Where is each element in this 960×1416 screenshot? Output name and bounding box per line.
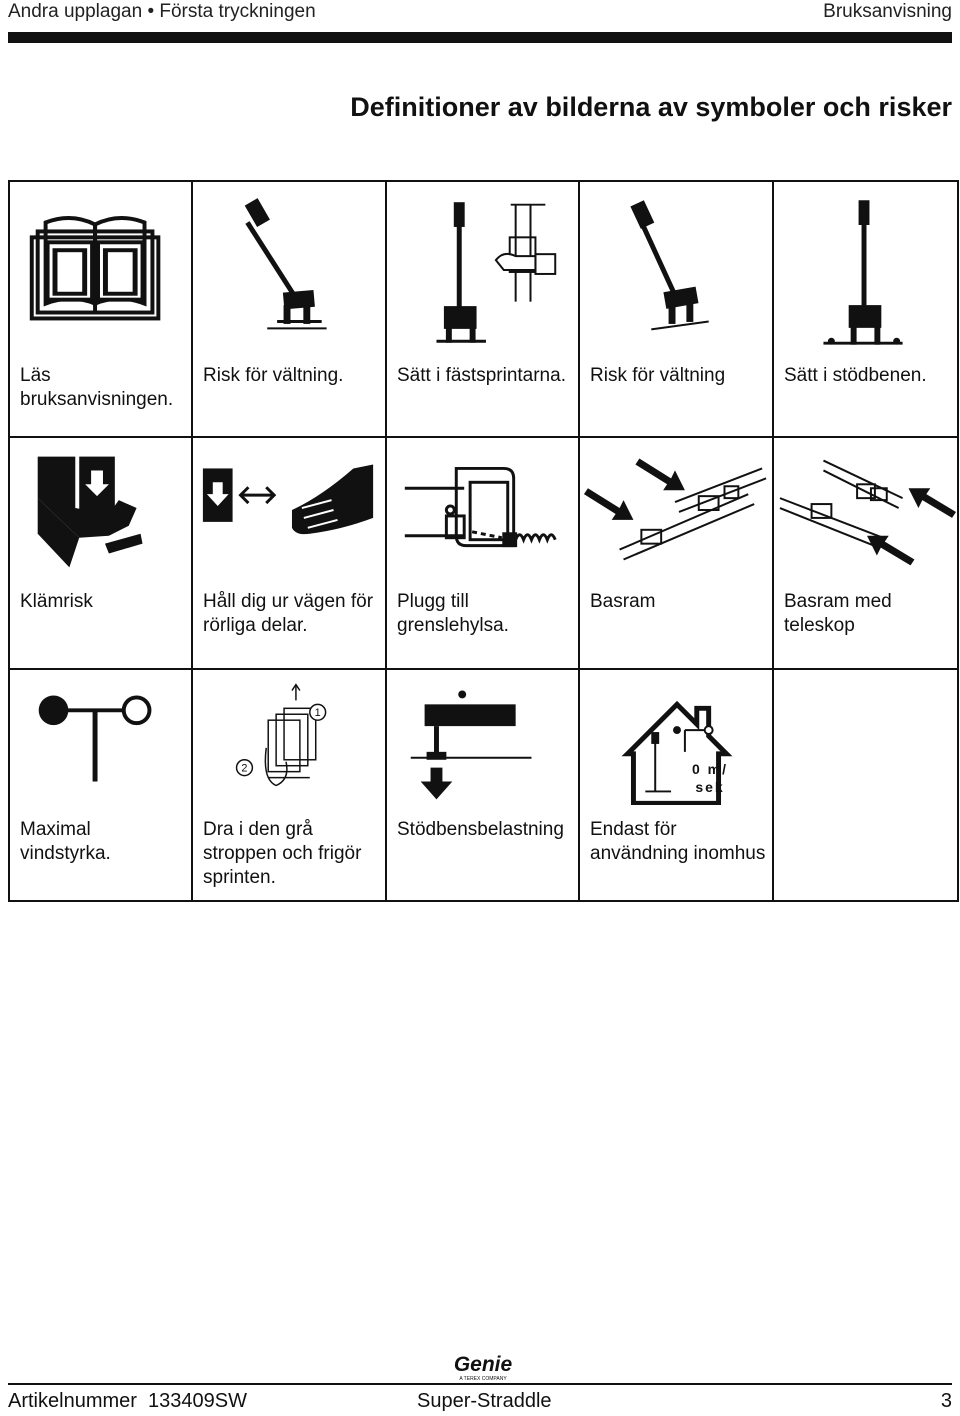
symbol-cell — [9, 181, 192, 437]
symbol-label: Stödbensbelastning — [397, 819, 564, 840]
callout-2: 2 — [241, 762, 248, 775]
wind-speed-icon — [10, 670, 191, 805]
symbol-cell — [192, 181, 386, 437]
callout-1: 1 — [314, 707, 321, 720]
page-title: Definitioner av bilderna av symboler och risker — [350, 92, 952, 122]
symbol-cell — [386, 181, 579, 437]
header-edition: Andra upplagan • Första tryckningen — [8, 1, 316, 22]
tipover-risk-icon — [193, 182, 385, 357]
symbol-label: Klämrisk — [20, 591, 93, 612]
symbol-label: Risk för vältning. — [203, 365, 344, 386]
insert-outriggers-icon — [774, 182, 957, 357]
base-frame-icon — [580, 438, 772, 583]
header-rule — [8, 32, 952, 43]
header-doc-type: Bruksanvisning — [823, 1, 952, 22]
footer-rule — [8, 1383, 952, 1385]
footer-part-number: Artikelnummer 133409SW — [8, 1390, 247, 1412]
symbol-label: Dra i den grå stroppen och frigör sprinten. — [203, 819, 362, 888]
plug-socket-icon — [387, 438, 578, 583]
footer-model: Super-Straddle — [417, 1390, 552, 1412]
pull-strap-icon — [193, 670, 385, 805]
symbol-cell — [192, 437, 386, 669]
logo-wordmark: Genie — [453, 1353, 513, 1376]
indoor-use-icon — [580, 670, 772, 805]
symbol-label: Risk för vältning — [590, 365, 726, 386]
keep-clear-icon — [193, 438, 385, 583]
symbol-cell — [386, 437, 579, 669]
symbol-label: Basram — [590, 591, 656, 612]
genie-logo — [445, 1352, 521, 1387]
symbol-cell — [579, 181, 773, 437]
footer-page-number: 3 — [940, 1390, 952, 1412]
symbol-label: Plugg till grenslehylsa. — [397, 591, 509, 636]
symbol-cell — [192, 669, 386, 901]
symbol-cell — [386, 669, 579, 901]
symbol-label: Håll dig ur vägen för rörliga delar. — [203, 591, 374, 636]
symbol-label: Endast för användning inomhus — [590, 819, 766, 864]
outrigger-load-icon — [387, 670, 578, 805]
crush-hazard-icon — [10, 438, 191, 583]
base-frame-telescope-icon — [774, 438, 957, 583]
logo-subtext: A TEREX COMPANY — [459, 1376, 507, 1382]
symbol-cell-empty — [773, 669, 958, 901]
symbol-label: Sätt i fästsprintarna. — [397, 365, 566, 386]
symbol-table — [8, 180, 959, 902]
symbol-cell — [9, 669, 192, 901]
symbol-cell — [773, 437, 958, 669]
symbol-label: Läs bruksanvisningen. — [20, 365, 174, 410]
tipover-risk-icon — [580, 182, 772, 357]
manual-book-icon — [10, 182, 191, 357]
symbol-cell — [773, 181, 958, 437]
symbol-cell — [579, 669, 773, 901]
insert-pins-icon — [387, 182, 578, 357]
symbol-label: Basram med teleskop — [784, 591, 892, 636]
symbol-cell — [579, 437, 773, 669]
symbol-cell — [9, 437, 192, 669]
symbol-label: Maximal vindstyrka. — [20, 819, 111, 864]
symbol-label: Sätt i stödbenen. — [784, 365, 927, 386]
wind-badge: 0 m/ sek — [691, 761, 728, 795]
